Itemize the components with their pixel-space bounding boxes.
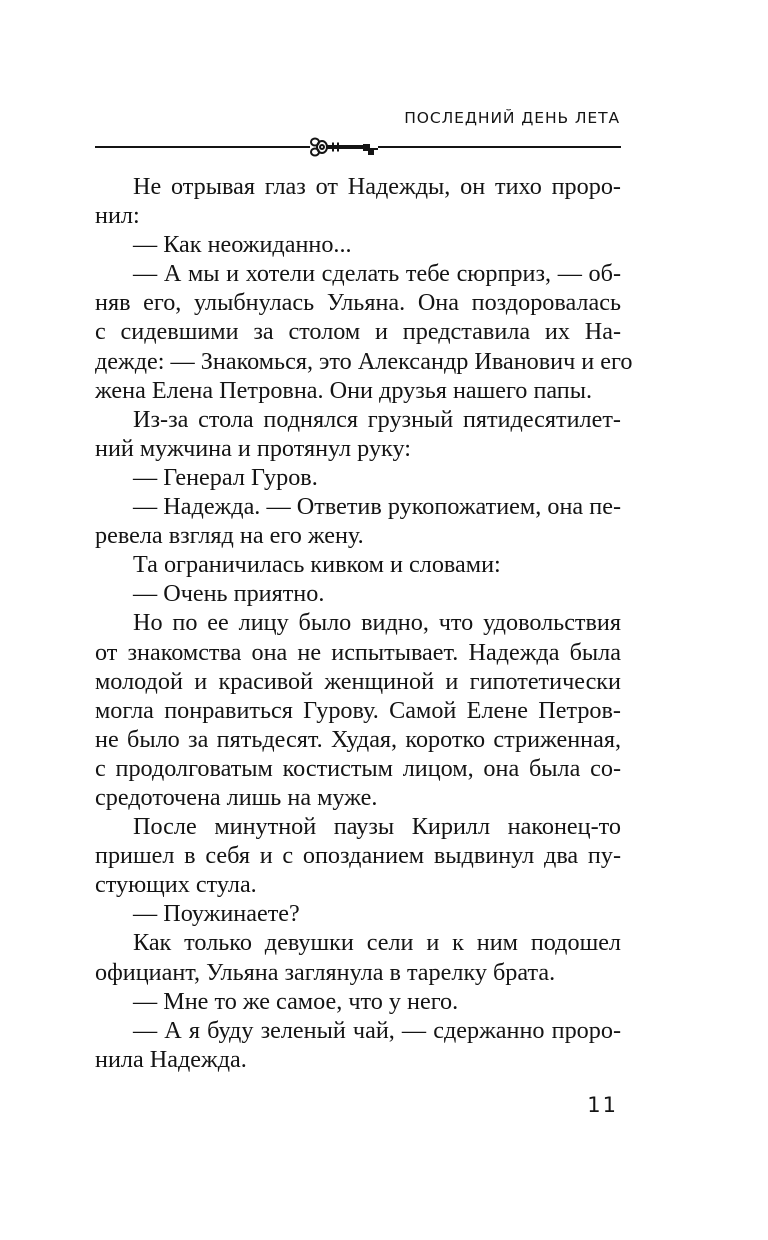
text-line: После минутной паузы Кирилл наконец-то bbox=[133, 813, 621, 841]
text-line: дежде: — Знакомься, это Александр Иванович и его bbox=[95, 347, 633, 375]
text-line: средоточена лишь на муже. bbox=[95, 783, 378, 811]
text-line: — Очень приятно. bbox=[133, 580, 325, 608]
text-line: Как только девушки сели и к ним подошел bbox=[133, 929, 621, 957]
text-line: — А мы и хотели сделать тебе сюрприз, — об- bbox=[133, 260, 621, 288]
text-line: нил: bbox=[95, 202, 140, 230]
text-line: — Как неожиданно... bbox=[133, 231, 352, 259]
text-line: — А я буду зеленый чай, — сдержанно проро- bbox=[133, 1016, 621, 1044]
text-line: ревела взгляд на его жену. bbox=[95, 522, 364, 550]
text-line: ний мужчина и протянул руку: bbox=[95, 434, 411, 462]
text-line: няв его, улыбнулась Ульяна. Она поздоровалась bbox=[95, 289, 621, 317]
text-line: жена Елена Петровна. Они друзья нашего папы. bbox=[95, 376, 593, 404]
body-text bbox=[95, 172, 633, 1074]
text-line: молодой и красивой женщиной и гипотетически bbox=[95, 667, 621, 695]
text-line: Из-за стола поднялся грузный пятидесятилет- bbox=[133, 405, 621, 433]
header-rule-left bbox=[95, 146, 310, 148]
key-ornament-icon bbox=[308, 133, 380, 161]
text-line: нила Надежда. bbox=[95, 1045, 247, 1073]
header-rule-right bbox=[378, 146, 621, 148]
text-line: — Мне то же самое, что у него. bbox=[133, 987, 459, 1015]
text-line: Но по ее лицу было видно, что удовольствия bbox=[133, 609, 621, 637]
text-line: стующих стула. bbox=[95, 871, 257, 899]
text-line: с продолговатым костистым лицом, она была со- bbox=[95, 754, 621, 782]
text-line: Не отрывая глаз от Надежды, он тихо проро- bbox=[133, 173, 621, 200]
text-line: от знакомства она не испытывает. Надежда была bbox=[95, 638, 621, 666]
page-number: 11 bbox=[587, 1093, 618, 1117]
text-line: — Поужинаете? bbox=[133, 900, 300, 928]
text-line: — Надежда. — Ответив рукопожатием, она пе- bbox=[133, 493, 621, 521]
text-line: не было за пятьдесят. Худая, коротко стриженная, bbox=[95, 725, 621, 753]
text-line: с сидевшими за столом и представила их На- bbox=[95, 318, 621, 346]
text-line: Та ограничилась кивком и словами: bbox=[133, 551, 501, 579]
running-head: ПОСЛЕДНИЙ ДЕНЬ ЛЕТА bbox=[404, 109, 620, 127]
text-line: пришел в себя и с опозданием выдвинул два пу- bbox=[95, 842, 621, 870]
text-line: официант, Ульяна заглянула в тарелку брата. bbox=[95, 958, 556, 986]
text-line: — Генерал Гуров. bbox=[133, 463, 318, 491]
text-line: могла понравиться Гурову. Самой Елене Петров- bbox=[95, 696, 621, 724]
